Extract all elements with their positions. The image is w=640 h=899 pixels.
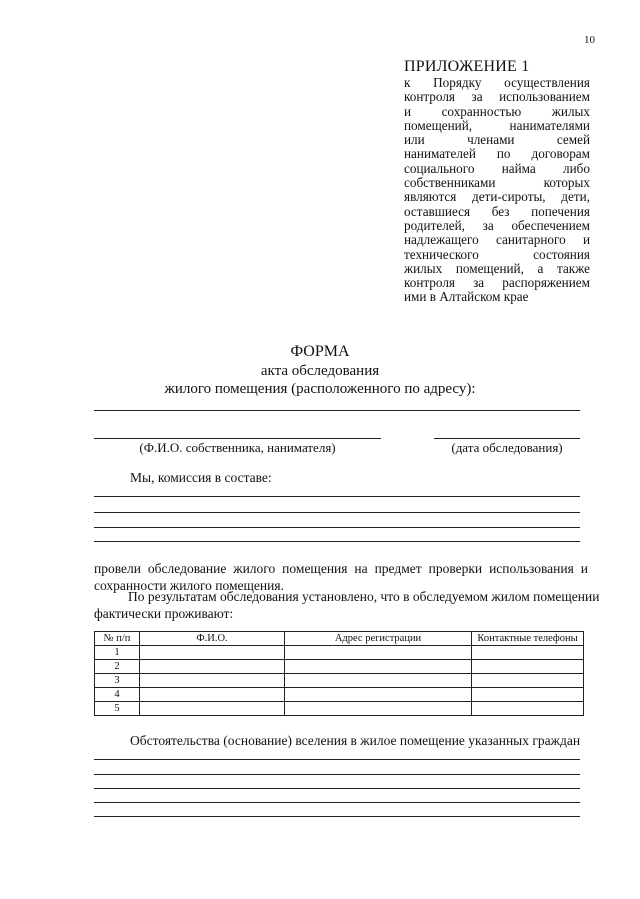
cell-address[interactable] xyxy=(285,660,472,674)
appendix-line: нанимателей по договорам xyxy=(404,146,590,162)
page-number: 10 xyxy=(584,34,595,46)
row-number: 1 xyxy=(95,646,140,660)
residents-table xyxy=(94,631,584,716)
row-number: 3 xyxy=(95,674,140,688)
appendix-line: технического состояния xyxy=(404,246,590,262)
column-header-address: Адрес регистрации xyxy=(285,632,472,646)
table-row xyxy=(95,646,584,660)
table-row xyxy=(95,702,584,716)
cell-phones[interactable] xyxy=(472,646,584,660)
inspection-date-caption: (дата обследования) xyxy=(451,440,563,455)
commission-field-line[interactable] xyxy=(94,527,580,528)
cell-address[interactable] xyxy=(285,688,472,702)
circumstances-field-line[interactable] xyxy=(94,759,580,760)
column-header-name: Ф.И.О. xyxy=(140,632,285,646)
paragraph-line: фактически проживают: xyxy=(94,606,234,621)
table-header-row xyxy=(95,632,584,646)
owner-name-field-line[interactable] xyxy=(94,438,381,439)
appendix-line: ими в Алтайском крае xyxy=(404,289,529,305)
cell-phones[interactable] xyxy=(472,674,584,688)
results-paragraph xyxy=(94,588,600,622)
inspection-date-field-line[interactable] xyxy=(434,438,580,439)
appendix-line: жилых помещений, а также xyxy=(404,260,590,276)
cell-phones[interactable] xyxy=(472,702,584,716)
form-address-heading: жилого помещения (расположенного по адресу): xyxy=(164,381,476,397)
cell-name[interactable] xyxy=(140,674,285,688)
address-field-line[interactable] xyxy=(94,410,580,411)
appendix-line: оставшиеся без попечения xyxy=(404,203,590,219)
commission-field-line[interactable] xyxy=(94,541,580,542)
row-number: 5 xyxy=(95,702,140,716)
row-number: 2 xyxy=(95,660,140,674)
cell-address[interactable] xyxy=(285,702,472,716)
appendix-line: собственниками которых xyxy=(404,175,590,191)
cell-phones[interactable] xyxy=(472,660,584,674)
table-row xyxy=(95,674,584,688)
table-row xyxy=(95,688,584,702)
cell-name[interactable] xyxy=(140,702,285,716)
appendix-line: помещений, нанимателями xyxy=(404,117,590,133)
commission-field-line[interactable] xyxy=(94,496,580,497)
appendix-line: контроля за распоряжением xyxy=(404,275,590,291)
form-subheading: акта обследования xyxy=(260,363,380,379)
cell-address[interactable] xyxy=(285,674,472,688)
cell-address[interactable] xyxy=(285,646,472,660)
table-row xyxy=(95,660,584,674)
paragraph-line: провели обследование жилого помещения на предмет проверки использования и xyxy=(94,561,588,576)
owner-name-caption: (Ф.И.О. собственника, нанимателя) xyxy=(139,440,336,455)
circumstances-field-line[interactable] xyxy=(94,802,580,803)
column-header-phones: Контактные телефоны xyxy=(472,632,584,646)
cell-name[interactable] xyxy=(140,646,285,660)
appendix-title: ПРИЛОЖЕНИЕ 1 xyxy=(404,58,530,75)
form-heading: ФОРМА xyxy=(290,343,350,360)
row-number: 4 xyxy=(95,688,140,702)
circumstances-field-line[interactable] xyxy=(94,816,580,817)
appendix-line: или членами семей xyxy=(404,132,590,148)
commission-field-line[interactable] xyxy=(94,512,580,513)
appendix-line: родителей, за обеспечением xyxy=(404,217,590,233)
appendix-line: социального найма либо xyxy=(404,160,590,176)
appendix-line: надлежащего санитарного и xyxy=(404,232,590,248)
commission-label: Мы, комиссия в составе: xyxy=(130,470,272,485)
circumstances-field-line[interactable] xyxy=(94,788,580,789)
cell-name[interactable] xyxy=(140,660,285,674)
cell-phones[interactable] xyxy=(472,688,584,702)
cell-name[interactable] xyxy=(140,688,285,702)
appendix-line: к Порядку осуществления xyxy=(404,75,590,90)
appendix-text xyxy=(404,76,590,305)
circumstances-label: Обстоятельства (основание) вселения в жилое помещение указанных граждан xyxy=(130,733,581,748)
paragraph-line: По результатам обследования установлено, что в обследуемом жилом помещении xyxy=(128,589,600,604)
circumstances-field-line[interactable] xyxy=(94,774,580,775)
column-header-number: № п/п xyxy=(95,632,140,646)
paragraph-line: сохранности жилого помещения. xyxy=(94,578,284,593)
appendix-line: и сохранностью жилых xyxy=(404,103,590,119)
appendix-line: контроля за использованием xyxy=(404,89,590,105)
appendix-line: являются дети-сироты, дети, xyxy=(404,189,590,205)
